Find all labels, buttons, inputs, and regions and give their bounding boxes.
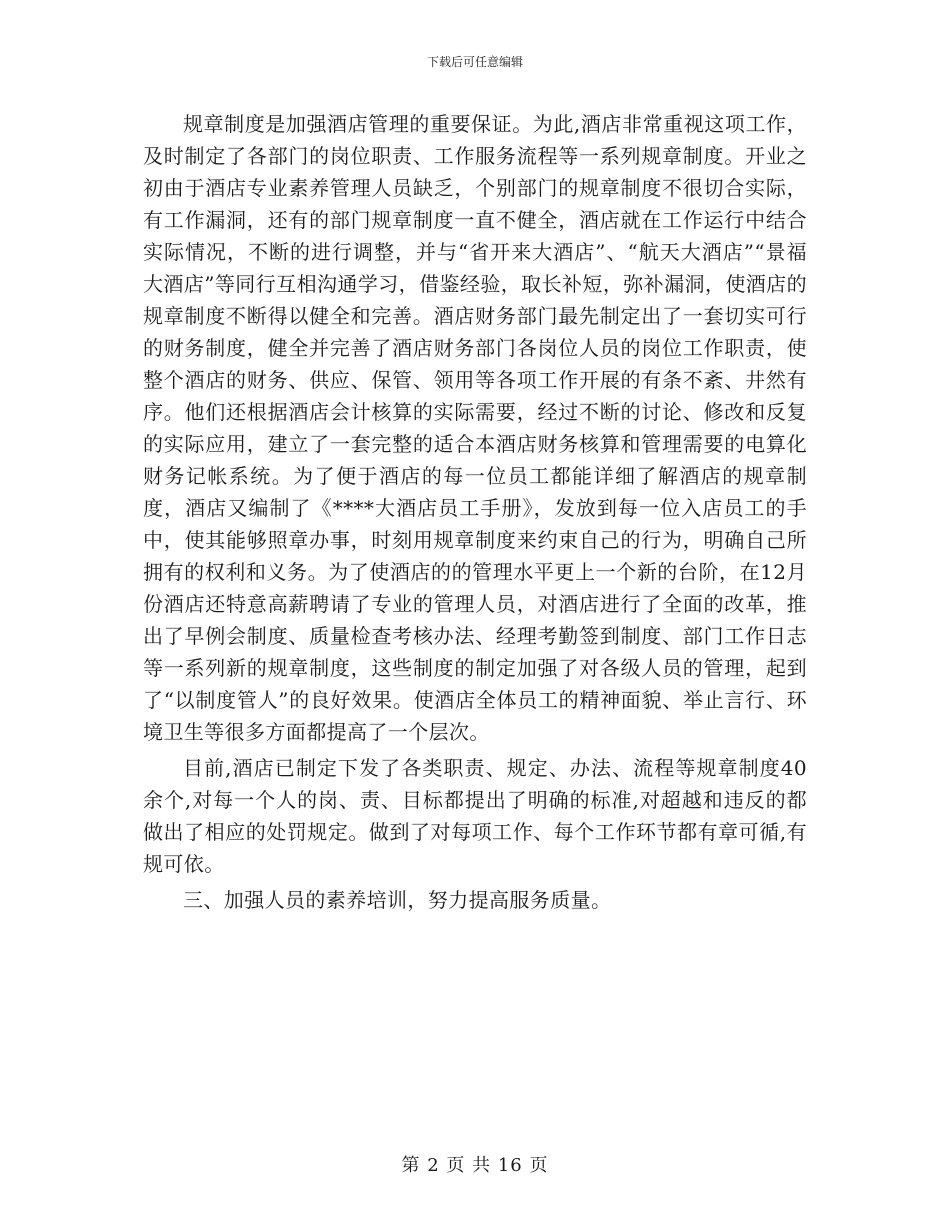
page-header: 下载后可任意编辑 xyxy=(426,55,523,69)
page-number-footer: 第 2 页 共 16 页 xyxy=(401,1155,549,1176)
document-body xyxy=(143,108,807,916)
section-heading-training: 三、加强人员的素养培训，努力提高服务质量。 xyxy=(183,888,612,912)
paragraph-regulations: 规章制度是加强酒店管理的重要保证。为此,酒店非常重视这项工作，及时制定了各部门的岗位职责、工作服务流程等一系列规章制度。开业之初由于酒店专业素养管理人员缺乏，个别部门的规章制度不很切合实际，有工作漏洞，还有的部门规章制度一直不健全，酒店就在工作运行中结合实际情况，不断的进行调整，并与“省开来大酒店”、“航天大酒店”“景福大酒店”等同行互相沟通学习，借鉴经验，取长补短，弥补漏洞，使酒店的规章制度不断得以健全和完善。酒店财务部门最先制定出了一套切实可行的财务制度，健全并完善了酒店财务部门各岗位人员的岗位工作职责，使整个酒店的财务、供应、保管、领用等各项工作开展的有条不紊、井然有序。他们还根据酒店会计核算的实际需要，经过不断的讨论、修改和反复的实际应用，建立了一套完整的适合本酒店财务核算和管理需要的电算化财务记帐系统。为了便于酒店的每一位员工都能详细了解酒店的规章制度，酒店又编制了《****大酒店员工手册》，发放到每一位入店员工的手中，使其能够照章办事，时刻用规章制度来约束自己的行为，明确自己所拥有的权利和义务。为了使酒店的的管理水平更上一个新的台阶，在12月份酒店还特意高薪聘请了专业的管理人员，对酒店进行了全面的改革，推出了早例会制度、质量检查考核办法、经理考勤签到制度、部门工作日志等一系列新的规章制度，这些制度的制定加强了对各级人员的管理，起到了“以制度管人”的良好效果。使酒店全体员工的精神面貌、举止言行、环境卫生等很多方面都提高了一个层次。 xyxy=(143,112,807,744)
paragraph-current-status: 目前,酒店已制定下发了各类职责、规定、办法、流程等规章制度40余个,对每一个人的岗、责、目标都提出了明确的标准,对超越和违反的都做出了相应的处罚规定。做到了对每项工作、每个工作环节都有章可循,有规可依。 xyxy=(143,756,807,876)
